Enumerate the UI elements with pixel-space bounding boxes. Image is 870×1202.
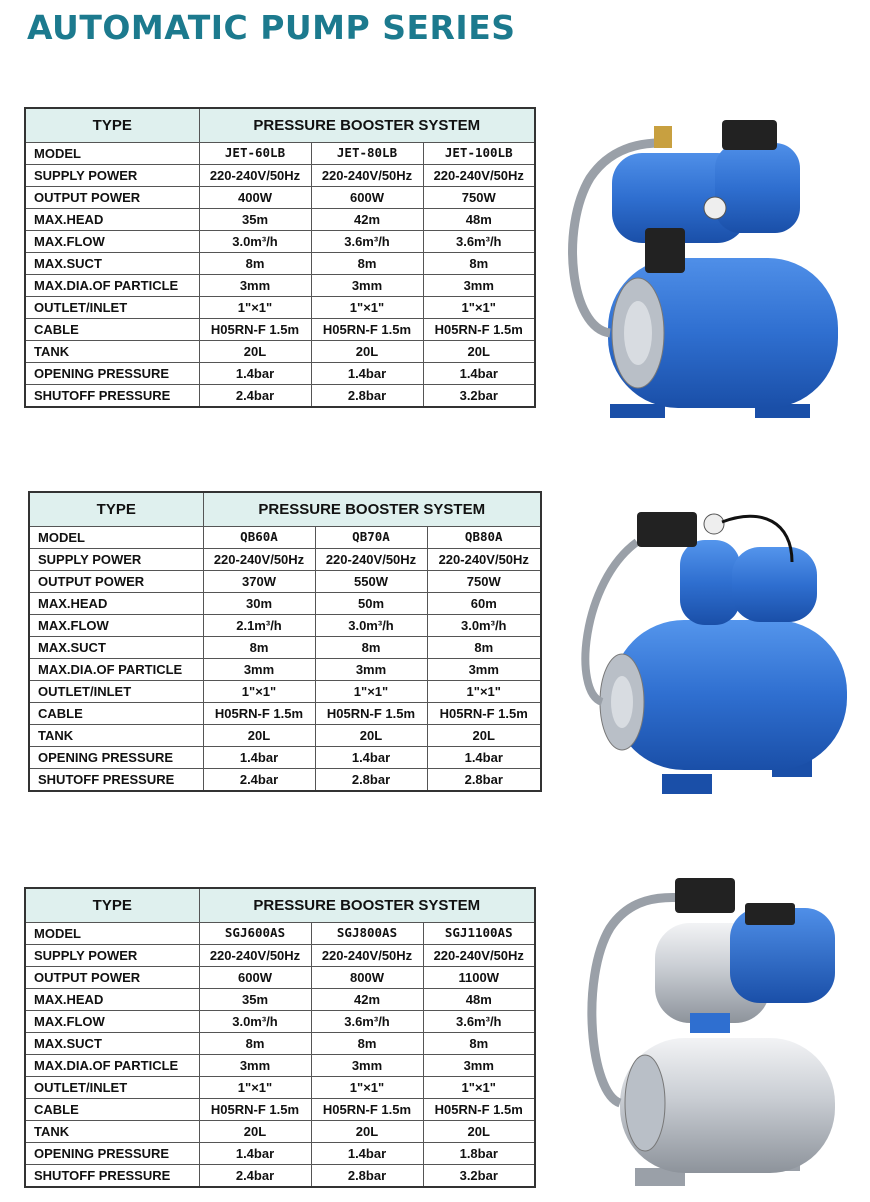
cell-value: 3.0m³/h xyxy=(199,231,311,253)
row-label: SUPPLY POWER xyxy=(25,165,199,187)
row-label: OUTLET/INLET xyxy=(29,681,203,703)
cell-value: 3.6m³/h xyxy=(311,231,423,253)
cell-value: 60m xyxy=(427,593,541,615)
cell-value: 3.6m³/h xyxy=(423,1011,535,1033)
cell-value: 3.6m³/h xyxy=(423,231,535,253)
spec-table-qb xyxy=(28,491,542,792)
cell-value: 2.4bar xyxy=(199,1165,311,1188)
row-label: OUTPUT POWER xyxy=(29,571,203,593)
cell-value: 220-240V/50Hz xyxy=(423,945,535,967)
model-name: QB60A xyxy=(203,527,315,549)
row-label: MAX.DIA.OF PARTICLE xyxy=(25,275,199,297)
row-label: MAX.FLOW xyxy=(25,231,199,253)
table-row xyxy=(25,275,535,297)
table-row xyxy=(25,967,535,989)
cell-value: 1"×1" xyxy=(311,1077,423,1099)
type-header: TYPE xyxy=(29,492,203,527)
cell-value: 50m xyxy=(315,593,427,615)
cell-value: 800W xyxy=(311,967,423,989)
model-name: SGJ1100AS xyxy=(423,923,535,945)
cell-value: 370W xyxy=(203,571,315,593)
cell-value: 220-240V/50Hz xyxy=(311,945,423,967)
cell-value: 1"×1" xyxy=(199,1077,311,1099)
cell-value: 3mm xyxy=(423,1055,535,1077)
model-row xyxy=(29,527,541,549)
table-header-row xyxy=(25,888,535,923)
cell-value: 2.8bar xyxy=(315,769,427,792)
cell-value: 20L xyxy=(199,1121,311,1143)
cell-value: 220-240V/50Hz xyxy=(203,549,315,571)
cell-value: 550W xyxy=(315,571,427,593)
jet-pump-image xyxy=(550,108,850,428)
table-row xyxy=(29,659,541,681)
model-row xyxy=(25,143,535,165)
table-header-row xyxy=(25,108,535,143)
cell-value: 35m xyxy=(199,989,311,1011)
cell-value: 8m xyxy=(423,253,535,275)
system-header: PRESSURE BOOSTER SYSTEM xyxy=(199,108,535,143)
table-row xyxy=(29,681,541,703)
cell-value: 1"×1" xyxy=(199,297,311,319)
cell-value: 1"×1" xyxy=(315,681,427,703)
table-row xyxy=(29,769,541,792)
model-name: QB80A xyxy=(427,527,541,549)
cell-value: 1.4bar xyxy=(311,363,423,385)
model-name: JET-80LB xyxy=(311,143,423,165)
model-name: QB70A xyxy=(315,527,427,549)
row-label: MAX.SUCT xyxy=(29,637,203,659)
row-label: MAX.HEAD xyxy=(25,989,199,1011)
stainless-pump-image xyxy=(570,868,860,1198)
cell-value: 2.8bar xyxy=(311,1165,423,1188)
cell-value: 220-240V/50Hz xyxy=(199,165,311,187)
cell-value: H05RN-F 1.5m xyxy=(199,1099,311,1121)
cell-value: 1.4bar xyxy=(199,1143,311,1165)
cell-value: 2.1m³/h xyxy=(203,615,315,637)
cell-value: 3.2bar xyxy=(423,1165,535,1188)
cell-value: 8m xyxy=(315,637,427,659)
cell-value: 42m xyxy=(311,989,423,1011)
cell-value: 8m xyxy=(423,1033,535,1055)
cell-value: 1.4bar xyxy=(199,363,311,385)
cell-value: 48m xyxy=(423,209,535,231)
table-row xyxy=(29,747,541,769)
cell-value: 220-240V/50Hz xyxy=(423,165,535,187)
row-label: MAX.FLOW xyxy=(29,615,203,637)
cell-value: 3.6m³/h xyxy=(311,1011,423,1033)
table-row xyxy=(25,385,535,408)
row-label: MAX.SUCT xyxy=(25,1033,199,1055)
row-label: MAX.DIA.OF PARTICLE xyxy=(29,659,203,681)
row-label: OPENING PRESSURE xyxy=(29,747,203,769)
table-row xyxy=(29,637,541,659)
table-row xyxy=(25,1077,535,1099)
cell-value: 20L xyxy=(315,725,427,747)
spec-table-sgj xyxy=(24,887,536,1188)
row-label: OPENING PRESSURE xyxy=(25,1143,199,1165)
cell-value: 8m xyxy=(427,637,541,659)
page-title: AUTOMATIC PUMP SERIES xyxy=(27,8,516,47)
spec-table-jet xyxy=(24,107,536,408)
cell-value: 1.4bar xyxy=(311,1143,423,1165)
table-row xyxy=(25,1099,535,1121)
cell-value: 48m xyxy=(423,989,535,1011)
table-row xyxy=(29,703,541,725)
row-label: MAX.DIA.OF PARTICLE xyxy=(25,1055,199,1077)
row-label: TANK xyxy=(29,725,203,747)
cell-value: 3mm xyxy=(199,275,311,297)
cell-value: 2.8bar xyxy=(427,769,541,792)
table-row xyxy=(25,165,535,187)
row-label: MAX.HEAD xyxy=(29,593,203,615)
system-header: PRESSURE BOOSTER SYSTEM xyxy=(199,888,535,923)
cell-value: 600W xyxy=(199,967,311,989)
row-label: MAX.HEAD xyxy=(25,209,199,231)
table-row xyxy=(25,989,535,1011)
cell-value: 1"×1" xyxy=(423,297,535,319)
cell-value: 42m xyxy=(311,209,423,231)
cell-value: 3.2bar xyxy=(423,385,535,408)
cell-value: 220-240V/50Hz xyxy=(199,945,311,967)
cell-value: 8m xyxy=(311,253,423,275)
cell-value: 3mm xyxy=(423,275,535,297)
cell-value: 1"×1" xyxy=(427,681,541,703)
cell-value: 3.0m³/h xyxy=(427,615,541,637)
row-label: OUTPUT POWER xyxy=(25,187,199,209)
row-label: MAX.SUCT xyxy=(25,253,199,275)
model-label: MODEL xyxy=(25,923,199,945)
cell-value: 2.4bar xyxy=(203,769,315,792)
row-label: CABLE xyxy=(29,703,203,725)
cell-value: 35m xyxy=(199,209,311,231)
model-name: SGJ600AS xyxy=(199,923,311,945)
table-row xyxy=(25,319,535,341)
table-row xyxy=(29,725,541,747)
cell-value: 2.8bar xyxy=(311,385,423,408)
type-header: TYPE xyxy=(25,108,199,143)
cell-value: 3mm xyxy=(427,659,541,681)
cell-value: 3mm xyxy=(311,275,423,297)
table-row xyxy=(29,571,541,593)
cell-value: 20L xyxy=(423,341,535,363)
cell-value: H05RN-F 1.5m xyxy=(199,319,311,341)
cell-value: 20L xyxy=(311,341,423,363)
cell-value: 220-240V/50Hz xyxy=(315,549,427,571)
table-row xyxy=(25,1033,535,1055)
cell-value: 1"×1" xyxy=(203,681,315,703)
cell-value: H05RN-F 1.5m xyxy=(423,319,535,341)
table-row xyxy=(25,1121,535,1143)
cell-value: 1.8bar xyxy=(423,1143,535,1165)
table-row xyxy=(29,593,541,615)
table-row xyxy=(25,231,535,253)
table-row xyxy=(29,549,541,571)
table-row xyxy=(25,209,535,231)
cell-value: 3mm xyxy=(311,1055,423,1077)
cell-value: 750W xyxy=(423,187,535,209)
row-label: TANK xyxy=(25,1121,199,1143)
cell-value: 20L xyxy=(311,1121,423,1143)
row-label: CABLE xyxy=(25,1099,199,1121)
model-label: MODEL xyxy=(29,527,203,549)
row-label: MAX.FLOW xyxy=(25,1011,199,1033)
table-row xyxy=(25,187,535,209)
model-name: JET-100LB xyxy=(423,143,535,165)
cell-value: 20L xyxy=(199,341,311,363)
cell-value: 20L xyxy=(423,1121,535,1143)
cell-value: H05RN-F 1.5m xyxy=(311,1099,423,1121)
cell-value: 1100W xyxy=(423,967,535,989)
row-label: OPENING PRESSURE xyxy=(25,363,199,385)
type-header: TYPE xyxy=(25,888,199,923)
table-header-row xyxy=(29,492,541,527)
cell-value: 8m xyxy=(199,1033,311,1055)
row-label: TANK xyxy=(25,341,199,363)
table-row xyxy=(25,1055,535,1077)
qb-pump-image xyxy=(562,502,862,802)
cell-value: 20L xyxy=(203,725,315,747)
cell-value: 3mm xyxy=(315,659,427,681)
model-name: SGJ800AS xyxy=(311,923,423,945)
table-row xyxy=(25,297,535,319)
row-label: SHUTOFF PRESSURE xyxy=(25,1165,199,1188)
cell-value: 220-240V/50Hz xyxy=(427,549,541,571)
cell-value: 2.4bar xyxy=(199,385,311,408)
cell-value: 8m xyxy=(203,637,315,659)
cell-value: 20L xyxy=(427,725,541,747)
table-row xyxy=(29,615,541,637)
cell-value: 1"×1" xyxy=(311,297,423,319)
cell-value: H05RN-F 1.5m xyxy=(203,703,315,725)
row-label: CABLE xyxy=(25,319,199,341)
cell-value: 750W xyxy=(427,571,541,593)
cell-value: 400W xyxy=(199,187,311,209)
cell-value: H05RN-F 1.5m xyxy=(423,1099,535,1121)
cell-value: 3.0m³/h xyxy=(199,1011,311,1033)
cell-value: H05RN-F 1.5m xyxy=(427,703,541,725)
row-label: OUTLET/INLET xyxy=(25,1077,199,1099)
table-row xyxy=(25,945,535,967)
cell-value: 1"×1" xyxy=(423,1077,535,1099)
table-row xyxy=(25,1011,535,1033)
cell-value: 3mm xyxy=(203,659,315,681)
cell-value: 3.0m³/h xyxy=(315,615,427,637)
row-label: OUTLET/INLET xyxy=(25,297,199,319)
row-label: SHUTOFF PRESSURE xyxy=(25,385,199,408)
row-label: SHUTOFF PRESSURE xyxy=(29,769,203,792)
table-row xyxy=(25,1165,535,1188)
cell-value: 220-240V/50Hz xyxy=(311,165,423,187)
cell-value: 1.4bar xyxy=(315,747,427,769)
cell-value: 3mm xyxy=(199,1055,311,1077)
table-row xyxy=(25,1143,535,1165)
table-row xyxy=(25,363,535,385)
cell-value: 1.4bar xyxy=(203,747,315,769)
table-row xyxy=(25,253,535,275)
cell-value: 1.4bar xyxy=(423,363,535,385)
cell-value: 8m xyxy=(311,1033,423,1055)
cell-value: 30m xyxy=(203,593,315,615)
model-name: JET-60LB xyxy=(199,143,311,165)
table-row xyxy=(25,341,535,363)
cell-value: H05RN-F 1.5m xyxy=(315,703,427,725)
system-header: PRESSURE BOOSTER SYSTEM xyxy=(203,492,541,527)
model-row xyxy=(25,923,535,945)
row-label: SUPPLY POWER xyxy=(25,945,199,967)
row-label: SUPPLY POWER xyxy=(29,549,203,571)
row-label: OUTPUT POWER xyxy=(25,967,199,989)
model-label: MODEL xyxy=(25,143,199,165)
cell-value: 1.4bar xyxy=(427,747,541,769)
cell-value: 600W xyxy=(311,187,423,209)
cell-value: 8m xyxy=(199,253,311,275)
cell-value: H05RN-F 1.5m xyxy=(311,319,423,341)
